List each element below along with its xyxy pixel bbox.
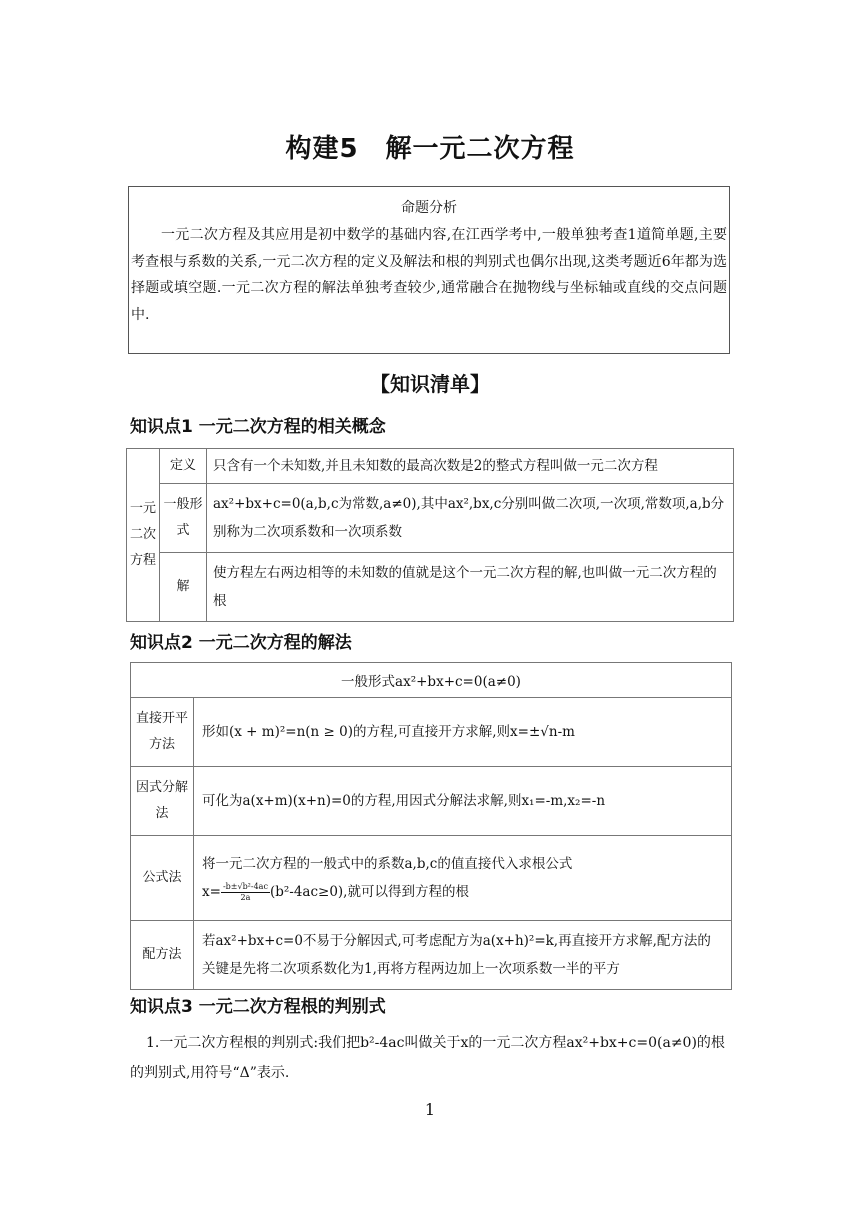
analysis-box — [128, 186, 730, 354]
quadratic-formula — [202, 878, 723, 906]
kp2-row-label: 公式法 — [131, 836, 194, 921]
analysis-body: 一元二次方程及其应用是初中数学的基础内容,在江西学考中,一般单独考查1道简单题,主要考查根与系数的关系,一元二次方程的定义及解法和根的判别式也偶尔出现,这类考题近6年都为选择题或填空题.一元二次方程的解法单独考查较少,通常融合在抛物线与坐标轴或直线的交点问题中. — [131, 227, 727, 323]
page-title: 构建5 解一元二次方程 — [285, 134, 575, 164]
kp2-row-label: 因式分解法 — [131, 767, 194, 836]
kp2-row-content: 形如(x + m)²=n(n ≥ 0)的方程,可直接开方求解,则x=±√n-m — [194, 698, 732, 767]
fraction-numerator: -b±√b²-4ac — [222, 882, 268, 891]
kp1-heading: 知识点1 一元二次方程的相关概念 — [130, 417, 386, 437]
kp3-heading: 知识点3 一元二次方程根的判别式 — [130, 997, 386, 1017]
kp2-row-content: 可化为a(x+m)(x+n)=0的方程,用因式分解法求解,则x₁=-m,x₂=-n — [194, 767, 732, 836]
kp2-table — [130, 662, 732, 990]
kp2-row-content: 若ax²+bx+c=0不易于分解因式,可考虑配方为a(x+h)²=k,再直接开方求解,配方法的关键是先将二次项系数化为1,再将方程两边加上一次项系数一半的平方 — [194, 921, 732, 990]
fraction-denominator: 2a — [240, 893, 251, 902]
kp2-row-label: 直接开平方法 — [131, 698, 194, 767]
formula-suffix: (b²-4ac≥0),就可以得到方程的根 — [269, 884, 469, 900]
kp2-table-header: 一般形式ax²+bx+c=0(a≠0) — [131, 663, 732, 698]
kp1-row-content: 只含有一个未知数,并且未知数的最高次数是2的整式方程叫做一元二次方程 — [207, 449, 734, 484]
kp1-row-content: 使方程左右两边相等的未知数的值就是这个一元二次方程的解,也叫做一元二次方程的根 — [207, 553, 734, 622]
kp2-row-label: 配方法 — [131, 921, 194, 990]
kp1-table — [126, 448, 734, 622]
kp2-row-content — [194, 836, 732, 921]
kp3-paragraph: 1.一元二次方程根的判别式:我们把b²-4ac叫做关于x的一元二次方程ax²+bx+c=0(a≠0)的根的判别式,用符号“Δ”表示. — [130, 1035, 725, 1081]
page-number: 1 — [424, 1100, 436, 1119]
section-title: 【知识清单】 — [370, 372, 490, 396]
formula-fraction — [221, 882, 270, 903]
kp1-row-label: 一般形式 — [160, 484, 207, 553]
kp2-heading: 知识点2 一元二次方程的解法 — [130, 633, 352, 653]
kp1-row-label: 定义 — [160, 449, 207, 484]
formula-prefix: x= — [202, 884, 221, 900]
kp1-row-content: ax²+bx+c=0(a,b,c为常数,a≠0),其中ax²,bx,c分别叫做二次项,一次项,常数项,a,b分别称为二次项系数和一次项系数 — [207, 484, 734, 553]
analysis-heading: 命题分析 — [401, 200, 457, 216]
kp1-row-label: 解 — [160, 553, 207, 622]
formula-intro: 将一元二次方程的一般式中的系数a,b,c的值直接代入求根公式 — [202, 856, 573, 872]
kp1-category: 一元二次方程 — [127, 449, 160, 622]
